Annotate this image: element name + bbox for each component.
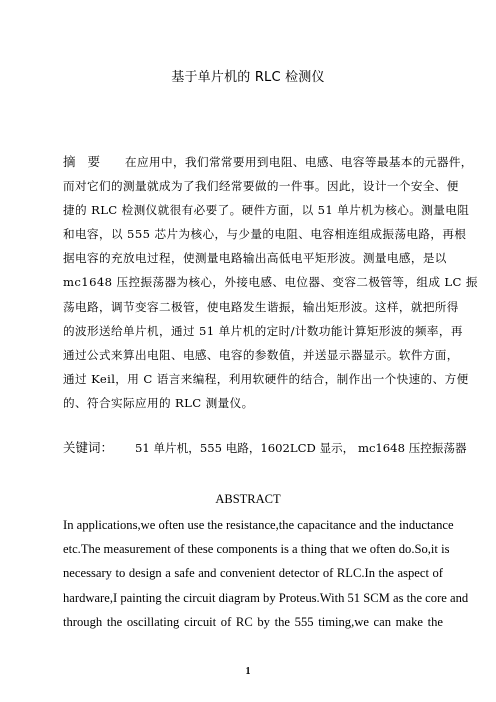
- abstract-line: 和电容，以 555 芯片为核心，与少量的电阻、电容相连组成振荡电路，再根: [63, 227, 467, 242]
- english-abstract-title: ABSTRACT: [215, 492, 281, 506]
- abstract-line: 据电容的充放电过程，使测量电路输出高低电平矩形波。测量电感，是以: [63, 251, 447, 266]
- abstract-line: 的、符合实际应用的 RLC 测量仪。: [63, 395, 254, 410]
- abstract-line: mc1648 压控振荡器为核心，外接电感、电位器、变容二极管等，组成 LC 振: [63, 275, 478, 290]
- abstract-label: 摘 要: [63, 154, 104, 169]
- abstract-line: 捷的 RLC 检测仪就很有必要了。硬件方面，以 51 单片机为核心。测量电阻: [63, 203, 470, 218]
- abstract-line: 的波形送给单片机，通过 51 单片机的定时/计数功能计算矩形波的频率，再: [63, 323, 463, 338]
- chinese-abstract: [63, 150, 478, 415]
- keywords: [63, 438, 467, 456]
- abstract-line: 荡电路，调节变容二极管，使电路发生谐振，输出矩形波。这样，就把所得: [63, 299, 459, 314]
- abstract-line: 通过公式来算出电阻、电感、电容的参数值，并送显示器显示。软件方面，: [63, 347, 459, 362]
- abstract-first-line: [63, 150, 473, 174]
- abstract-line: 通过 Keil，用 C 语言来编程，利用软硬件的结合，制作出一个快速的、方便: [63, 371, 469, 386]
- english-abstract-line: through the oscillating circuit of RC by the 555 timing,we can make the: [63, 614, 443, 629]
- english-abstract-line: necessary to design a safe and convenient detector of RLC.In the aspect of: [63, 566, 443, 581]
- english-abstract-line: hardware,I painting the circuit diagram by Proteus.With 51 SCM as the core and: [63, 590, 469, 605]
- english-abstract-line: etc.The measurement of these components is a thing that we often do.So,it is: [63, 542, 450, 557]
- abstract-line: 而对它们的测量就成为了我们经常要做的一件事。因此，设计一个安全、便: [63, 179, 459, 194]
- keywords-label: 关键词：: [63, 440, 114, 455]
- page-title: 基于单片机的 RLC 检测仪: [171, 70, 325, 85]
- page-number: 1: [245, 666, 251, 677]
- abstract-line: 在应用中，我们常常要用到电阻、电感、电容等最基本的元器件，: [124, 155, 473, 169]
- english-abstract-line: In applications,we often use the resistance,the capacitance and the inductance: [63, 518, 454, 532]
- keywords-text: 51 单片机，555 电路，1602LCD 显示， mc1648 压控振荡器: [135, 441, 467, 455]
- english-abstract: [63, 513, 469, 634]
